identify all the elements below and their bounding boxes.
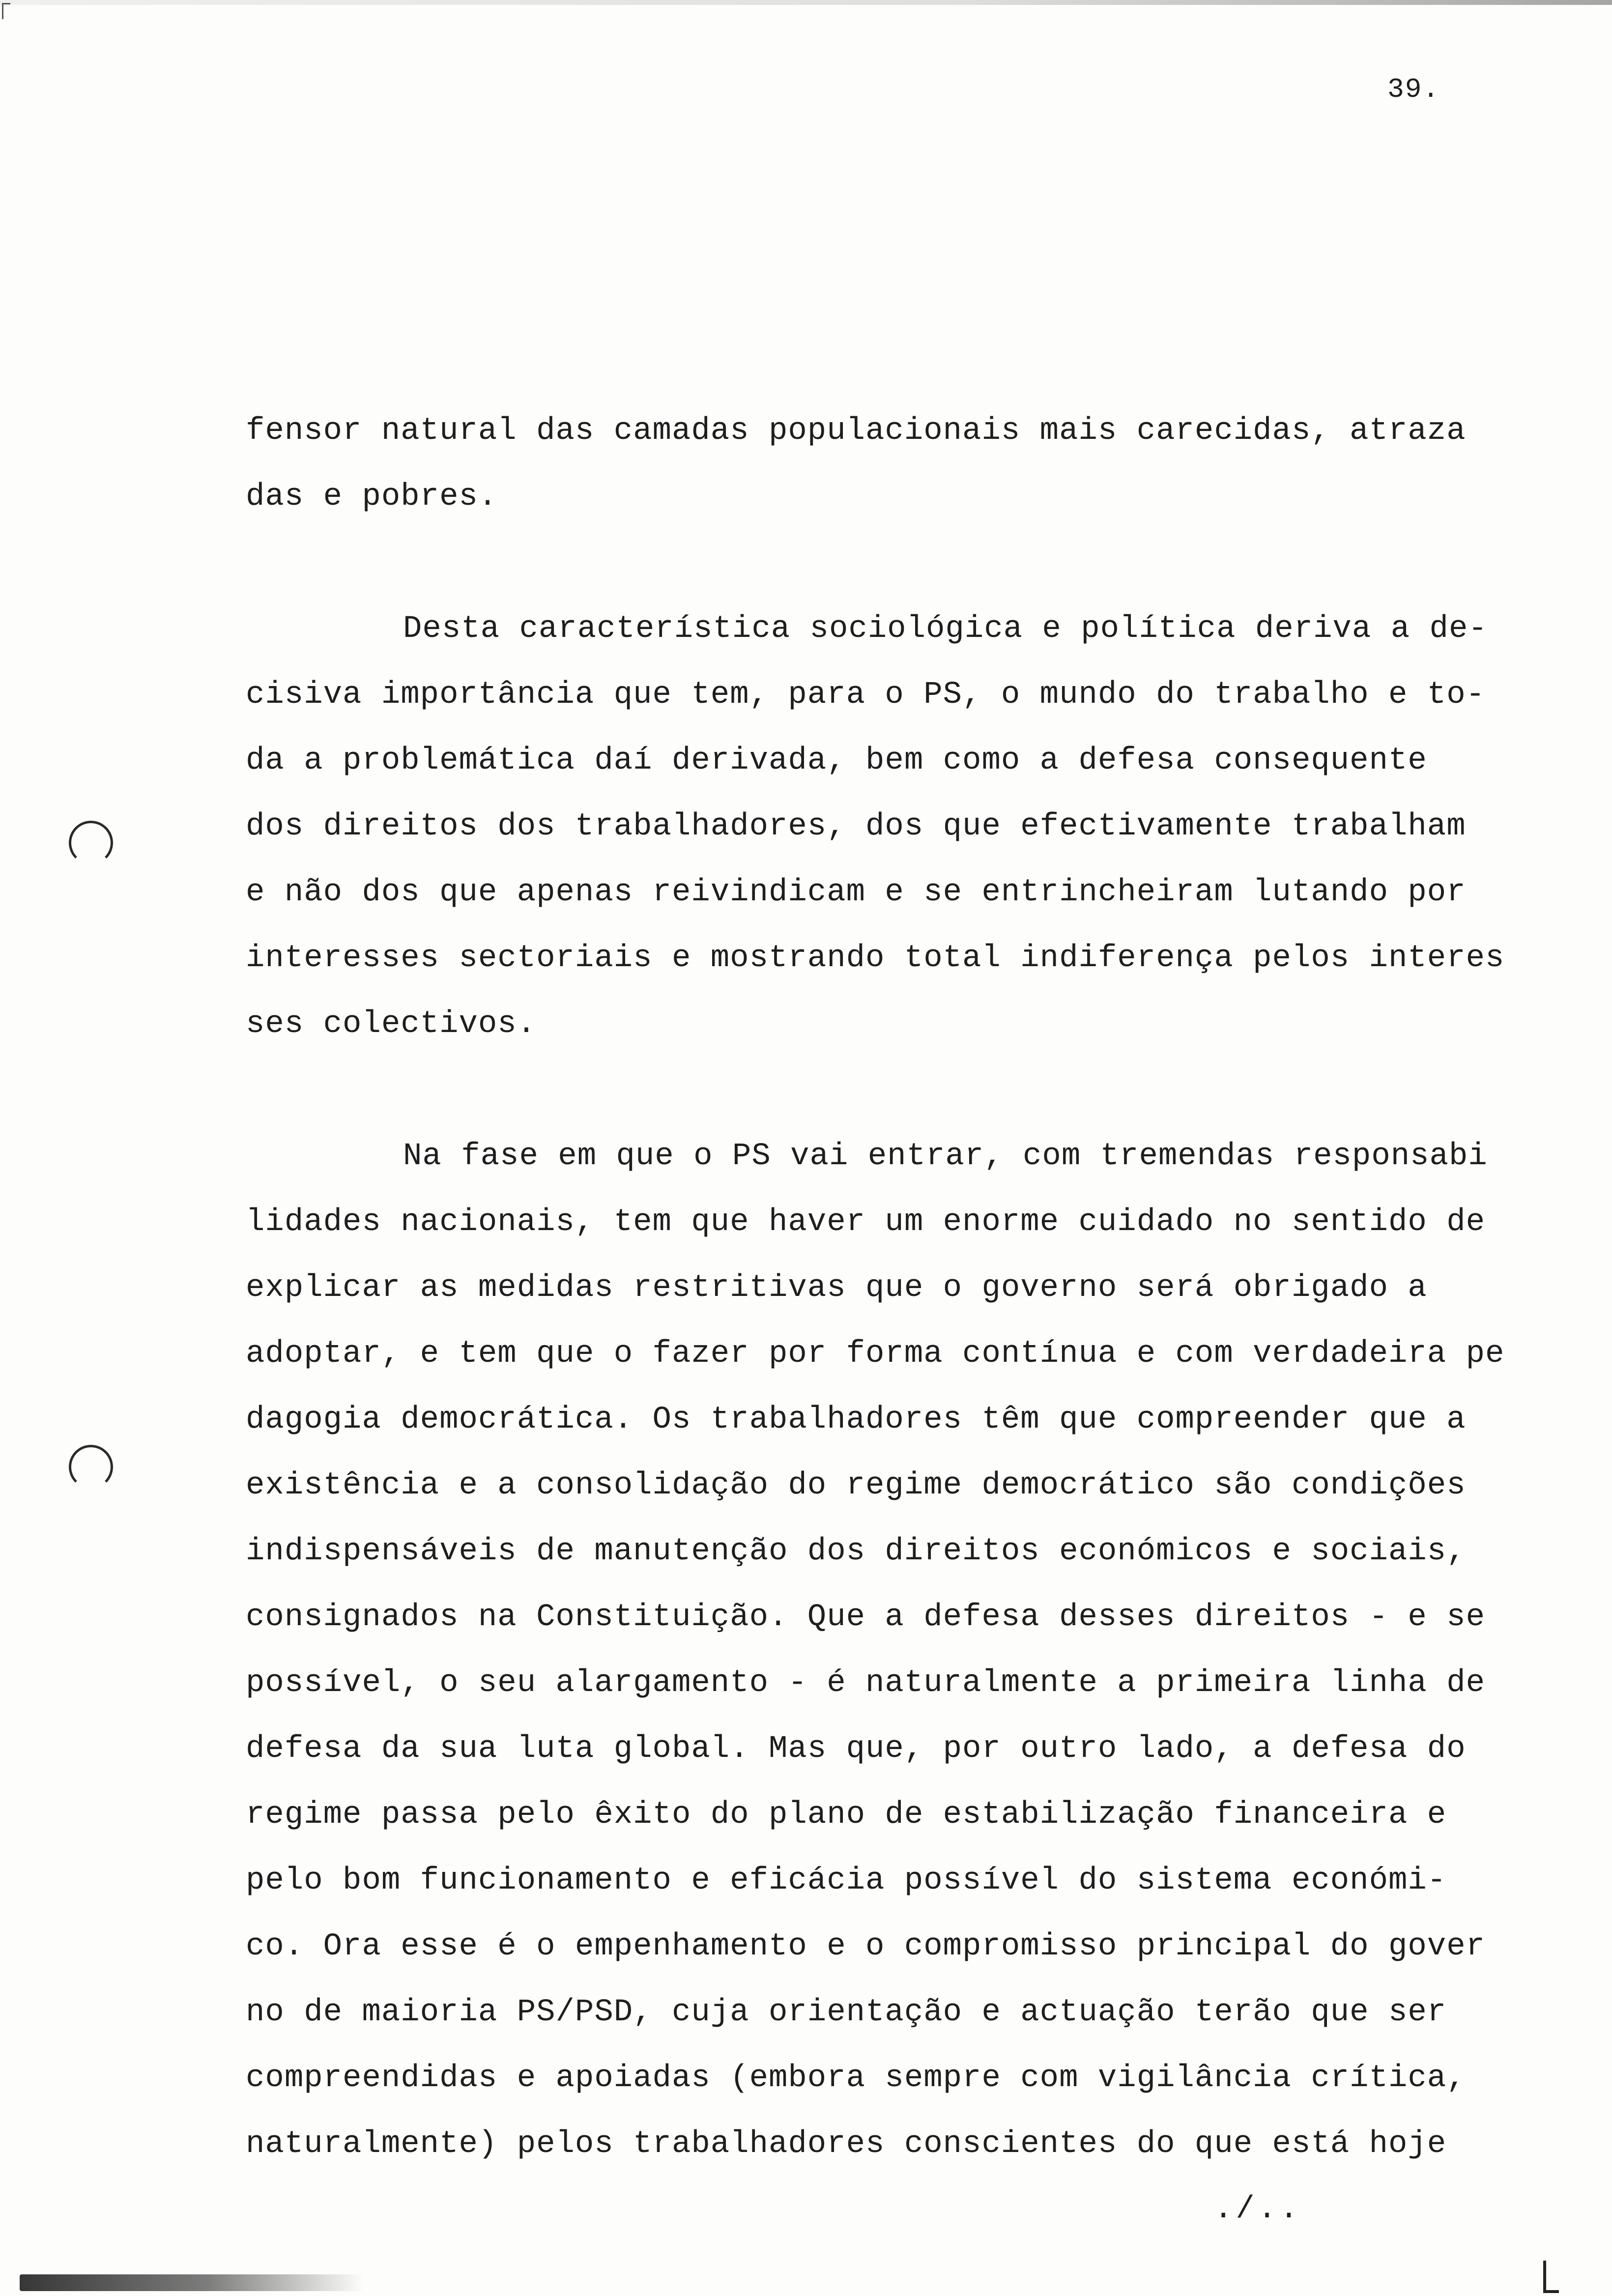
punch-hole-icon [69,1445,113,1489]
text-line: defesa da sua luta global. Mas que, por outro lado, a defesa do [246,1731,1466,1767]
paragraph [246,1123,1524,2177]
body-text [246,398,1524,2177]
text-line: das e pobres. [246,479,498,515]
text-line: Na fase em que o PS vai entrar, com tremendas responsabi [403,1139,1488,1174]
page-number: 39. [1387,74,1440,105]
paragraph-gap [246,530,1524,596]
text-line: dagogia democrática. Os trabalhadores têm que compreender que a [246,1402,1466,1437]
text-line: naturalmente) pelos trabalhadores conscientes do que está hoje [246,2126,1447,2162]
scan-top-edge [0,0,1612,5]
scan-bottom-right-mark [1543,2261,1559,2293]
scan-bottom-smudge [20,2274,364,2291]
text-line: fensor natural das camadas populacionais mais carecidas, atraza [246,413,1466,449]
scan-corner-mark [2,3,10,19]
text-line: no de maioria PS/PSD, cuja orientação e actuação terão que ser [246,1995,1447,2030]
continuation-mark: ./.. [1214,2192,1301,2227]
paragraph [246,398,1524,530]
text-line: cisiva importância que tem, para o PS, o mundo do trabalho e to- [246,677,1485,713]
text-line: da a problemática daí derivada, bem como a defesa consequente [246,743,1427,778]
paragraph-gap [246,1057,1524,1123]
text-line: e não dos que apenas reivindicam e se entrincheiram lutando por [246,875,1466,910]
paragraph [246,596,1524,1057]
text-line: dos direitos dos trabalhadores, dos que efectivamente trabalham [246,809,1466,844]
text-line: Desta característica sociológica e política deriva a de- [403,611,1488,647]
text-line: explicar as medidas restritivas que o governo será obrigado a [246,1270,1427,1306]
text-line: adoptar, e tem que o fazer por forma contínua e com verdadeira pe [246,1336,1505,1372]
text-line: co. Ora esse é o empenhamento e o compromisso principal do gover [246,1929,1485,1964]
text-line: compreendidas e apoiadas (embora sempre com vigilância crítica, [246,2061,1466,2096]
text-line: indispensáveis de manutenção dos direitos económicos e sociais, [246,1534,1466,1569]
text-line: interesses sectoriais e mostrando total indiferença pelos interes [246,941,1505,976]
punch-hole-icon [69,821,113,865]
text-line: regime passa pelo êxito do plano de estabilização financeira e [246,1797,1447,1833]
text-line: ses colectivos. [246,1006,537,1042]
text-line: existência e a consolidação do regime democrático são condições [246,1468,1466,1503]
text-line: lidades nacionais, tem que haver um enorme cuidado no sentido de [246,1205,1485,1240]
text-line: possível, o seu alargamento - é naturalmente a primeira linha de [246,1665,1485,1701]
text-line: pelo bom funcionamento e eficácia possível do sistema económi- [246,1863,1447,1898]
text-line: consignados na Constituição. Que a defesa desses direitos - e se [246,1600,1485,1635]
